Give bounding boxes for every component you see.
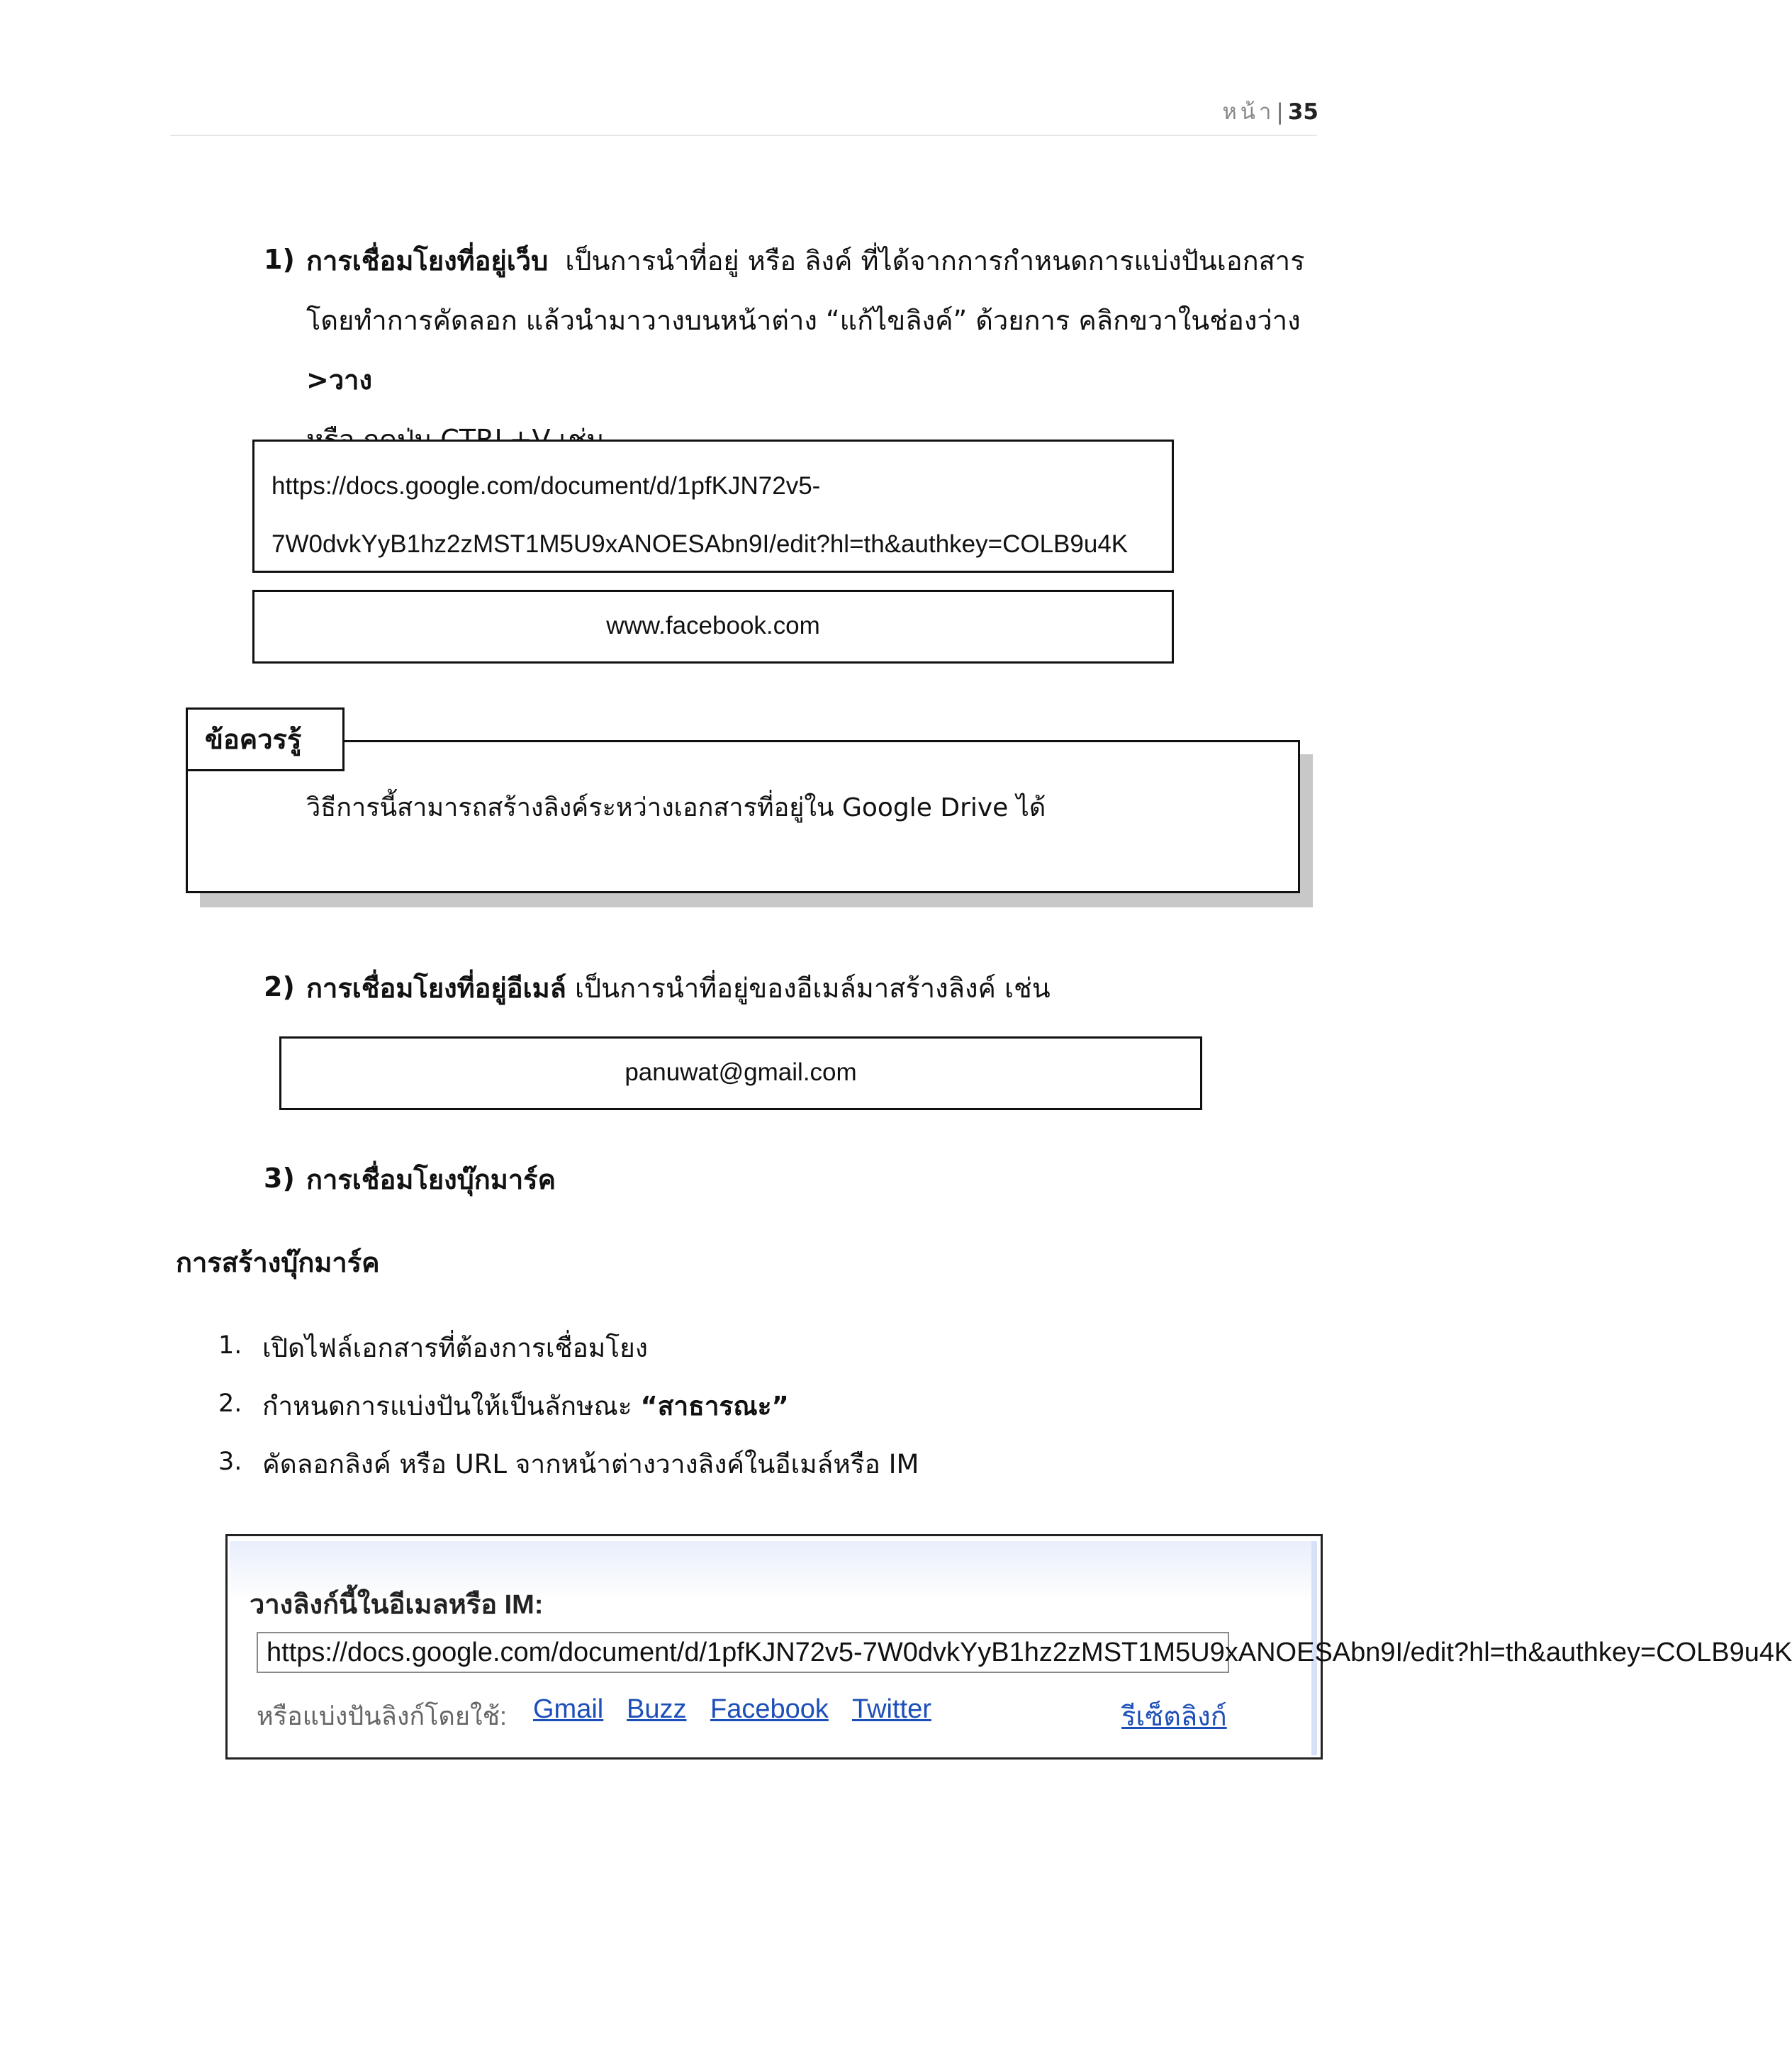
bookmark-heading: การสร้างบุ๊กมาร์ค: [176, 1247, 380, 1278]
share-buzz-link[interactable]: Buzz: [627, 1694, 687, 1724]
section3-title: การเชื่อมโยงบุ๊กมาร์ค: [306, 1164, 556, 1195]
section1-line2: [306, 291, 1327, 410]
share-via-label: หรือแบ่งปันลิงก์โดยใช้:: [257, 1701, 508, 1730]
url-line-1: https://docs.google.com/document/d/1pfKJN72v5-: [271, 472, 821, 500]
reset-link[interactable]: รีเซ็ตลิงก์: [1121, 1702, 1227, 1732]
share-link-url-field[interactable]: https://docs.google.com/document/d/1pfKJN72v5-7W0dvkYyB1hz2zMST1M5U9xANOESAbn9I/edit?hl=th&authkey=COLB9u4K: [257, 1632, 1229, 1673]
share-twitter-link[interactable]: Twitter: [852, 1694, 931, 1724]
step-2-line: [262, 1385, 789, 1427]
section1-line1: [306, 231, 1327, 291]
share-facebook-link[interactable]: Facebook: [710, 1694, 829, 1724]
header-divider: [170, 135, 1317, 136]
page-label: หน้า: [1222, 99, 1275, 125]
section2-text: เป็นการนำที่อยู่ของอีเมล์มาสร้างลิงค์ เช่น: [575, 973, 1051, 1004]
step-2-bold: “สาธารณะ”: [640, 1391, 789, 1421]
page-header: [1222, 94, 1318, 129]
section2-paragraph: [306, 958, 1051, 1018]
knowledge-text: วิธีการนี้สามารถสร้างลิงค์ระหว่างเอกสารที่อยู่ใน Google Drive ได้: [306, 793, 1046, 822]
knowledge-label: ข้อควรรู้: [186, 707, 345, 771]
share-gmail-link[interactable]: Gmail: [533, 1694, 604, 1724]
section1-line1-text: เป็นการนำที่อยู่ หรือ ลิงค์ ที่ได้จากการกำหนดการแบ่งปันเอกสาร: [565, 245, 1305, 276]
header-separator: |: [1276, 99, 1284, 125]
step-3-text: คัดลอกลิงค์ หรือ URL จากหน้าต่างวางลิงค์ในอีเมล์หรือ IM: [262, 1449, 919, 1479]
section3-number: 3): [264, 1163, 295, 1194]
step-3-number: 3.: [218, 1448, 242, 1476]
url-example-box: [252, 440, 1174, 573]
email-example-text: panuwat@gmail.com: [625, 1058, 857, 1086]
step-1-text: เปิดไฟล์เอกสารที่ต้องการเชื่อมโยง: [262, 1333, 648, 1363]
step-2-text: กำหนดการแบ่งปันให้เป็นลักษณะ: [262, 1391, 632, 1421]
page-number: 35: [1287, 99, 1318, 125]
facebook-example-text: www.facebook.com: [606, 612, 820, 639]
section1-line2-text: โดยทำการคัดลอก แล้วนำมาวางบนหน้าต่าง “แก้ไขลิงค์” ด้วยการ คลิกขวาในช่องว่าง: [306, 305, 1301, 336]
section1-line2-bold: >วาง: [306, 364, 373, 396]
section1-title: การเชื่อมโยงที่อยู่เว็บ: [306, 245, 549, 276]
step-2-number: 2.: [218, 1389, 242, 1418]
section1-number: 1): [264, 244, 295, 275]
facebook-example-box: [252, 590, 1174, 664]
url-line-2: 7W0dvkYyB1hz2zMST1M5U9xANOESAbn9I/edit?hl=th&authkey=COLB9u4K: [271, 530, 1129, 558]
step-1-number: 1.: [218, 1331, 242, 1360]
email-example-box: [279, 1036, 1202, 1110]
section2-number: 2): [264, 971, 295, 1002]
section2-title: การเชื่อมโยงที่อยู่อีเมล์: [306, 973, 566, 1004]
share-link-title: วางลิงก์นี้ในอีเมลหรือ IM:: [250, 1590, 544, 1620]
section1-paragraph: [306, 231, 1327, 469]
